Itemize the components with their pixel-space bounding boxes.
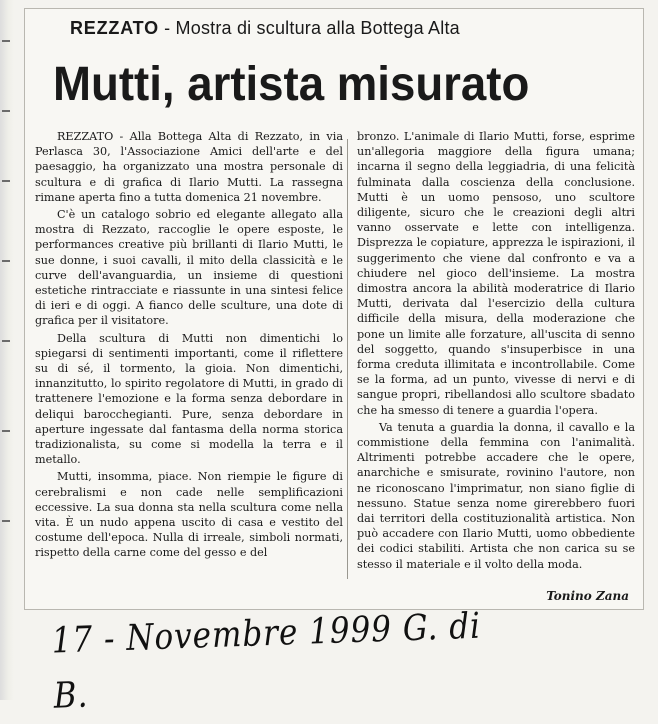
article-column-left (35, 129, 351, 599)
article-headline: Mutti, artista misurato (53, 58, 530, 111)
kicker-place: REZZATO (70, 18, 159, 38)
article-byline: Tonino Zana (546, 589, 629, 603)
kicker-subtitle: - Mostra di scultura alla Bottega Alta (158, 18, 460, 38)
edge-mark (2, 430, 10, 432)
article-column-right (357, 129, 635, 599)
paragraph: Mutti, insomma, piace. Non riempie le figure di cerebralismi e non cade nelle semplificazioni eccessive. La sua donna sta nella scultura come nella vita. È un nudo appena uscito di casa e vestito del costume dell'epoca. Nulla di irreale, simboli normati, rispetto della carne come del gesso e del (35, 470, 343, 560)
paragraph: C'è un catalogo sobrio ed elegante allegato alla mostra di Rezzato, raccoglie le opere esposte, le performances creative più brillanti di Ilario Mutti, le sue donne, i suoi cavalli, il mito della classicità e le curve dell'avanguardia, un insieme di questioni estetiche rintracciate e riassunte in una sintesi felice di ieri e di oggi. A fianco delle sculture, una dote di grafica per il visitatore. (35, 208, 343, 328)
article-kicker (70, 17, 630, 39)
edge-mark (2, 180, 10, 182)
paragraph: Della scultura di Mutti non dimentichi lo spiegarsi di sentimenti importanti, come il riflettere su di sé, il tormento, la gioia. Non dimentichi, innanzitutto, lo spirito regolatore di Mutti, in grado di trattenere l'emozione e la forma senza debordare in deliqui barocchegianti. Pure, senza debordare in aperture ingessate dal fantasma della norma storica tradizionalista, su come si modella la terra e il metallo. (35, 331, 343, 467)
page-edge (0, 0, 14, 700)
column-divider (347, 139, 348, 579)
newspaper-clipping (24, 8, 644, 610)
handwritten-date-annotation: 17 - Novembre 1999 G. di B. (51, 605, 482, 717)
paragraph: REZZATO - Alla Bottega Alta di Rezzato, in via Perlasca 30, l'Associazione Amici dell'arte e del paesaggio, ha organizzato una mostra personale di scultura e di grafica di Ilario Mutti. La rassegna rimane aperta fino a tutta domenica 21 novembre. (35, 130, 343, 204)
edge-mark (2, 260, 10, 262)
paragraph: bronzo. L'animale di Ilario Mutti, forse, esprime un'allegoria maggiore della figura umana; incarna il segno della leggiadria, di una felicità fulminata dalla coscienza della conclusione. Mutti è un uomo pensoso, uno scultore diligente, sicuro che le creazioni degli altri vanno osservate e lette con intelligenza. Disprezza le copiature, apprezza le ispirazioni, il suggerimento che viene dal confronto e va a chiudere nel gioco dell'insieme. La mostra dimostra ancora la abilità moderatrice di Ilario Mutti, derivata dal l'esercizio della cultura difficile della misura, della moderazione che pone un limite alle forzature, all'uscita di senno del soggetto, quando s'insuperbisce in una forma creduta illimitata e incontrollabile. Come se la forma, ad un punto, vivesse di nervi e di sangue propri, ribellandosi allo scultore sbadato che ha smesso di tenere a guardia l'opera. (357, 130, 635, 417)
edge-mark (2, 520, 10, 522)
paragraph: Va tenuta a guardia la donna, il cavallo e la commistione della femmina con l'animalità. Altrimenti potrebbe accadere che le opere, anarchiche e smisurate, rovinino l'autore, non ne riconoscano l'imprimatur, non siano figlie di nessuno. Statue senza nome girerebbero fuori dai territori della costituzionalità artistica. Non può accadere con Ilario Mutti, uomo obbediente dei codici stabiliti. Artista che non carica su se stesso il materiale e il volto della moda. (357, 420, 635, 571)
edge-mark (2, 110, 10, 112)
edge-mark (2, 340, 10, 342)
edge-mark (2, 40, 10, 42)
